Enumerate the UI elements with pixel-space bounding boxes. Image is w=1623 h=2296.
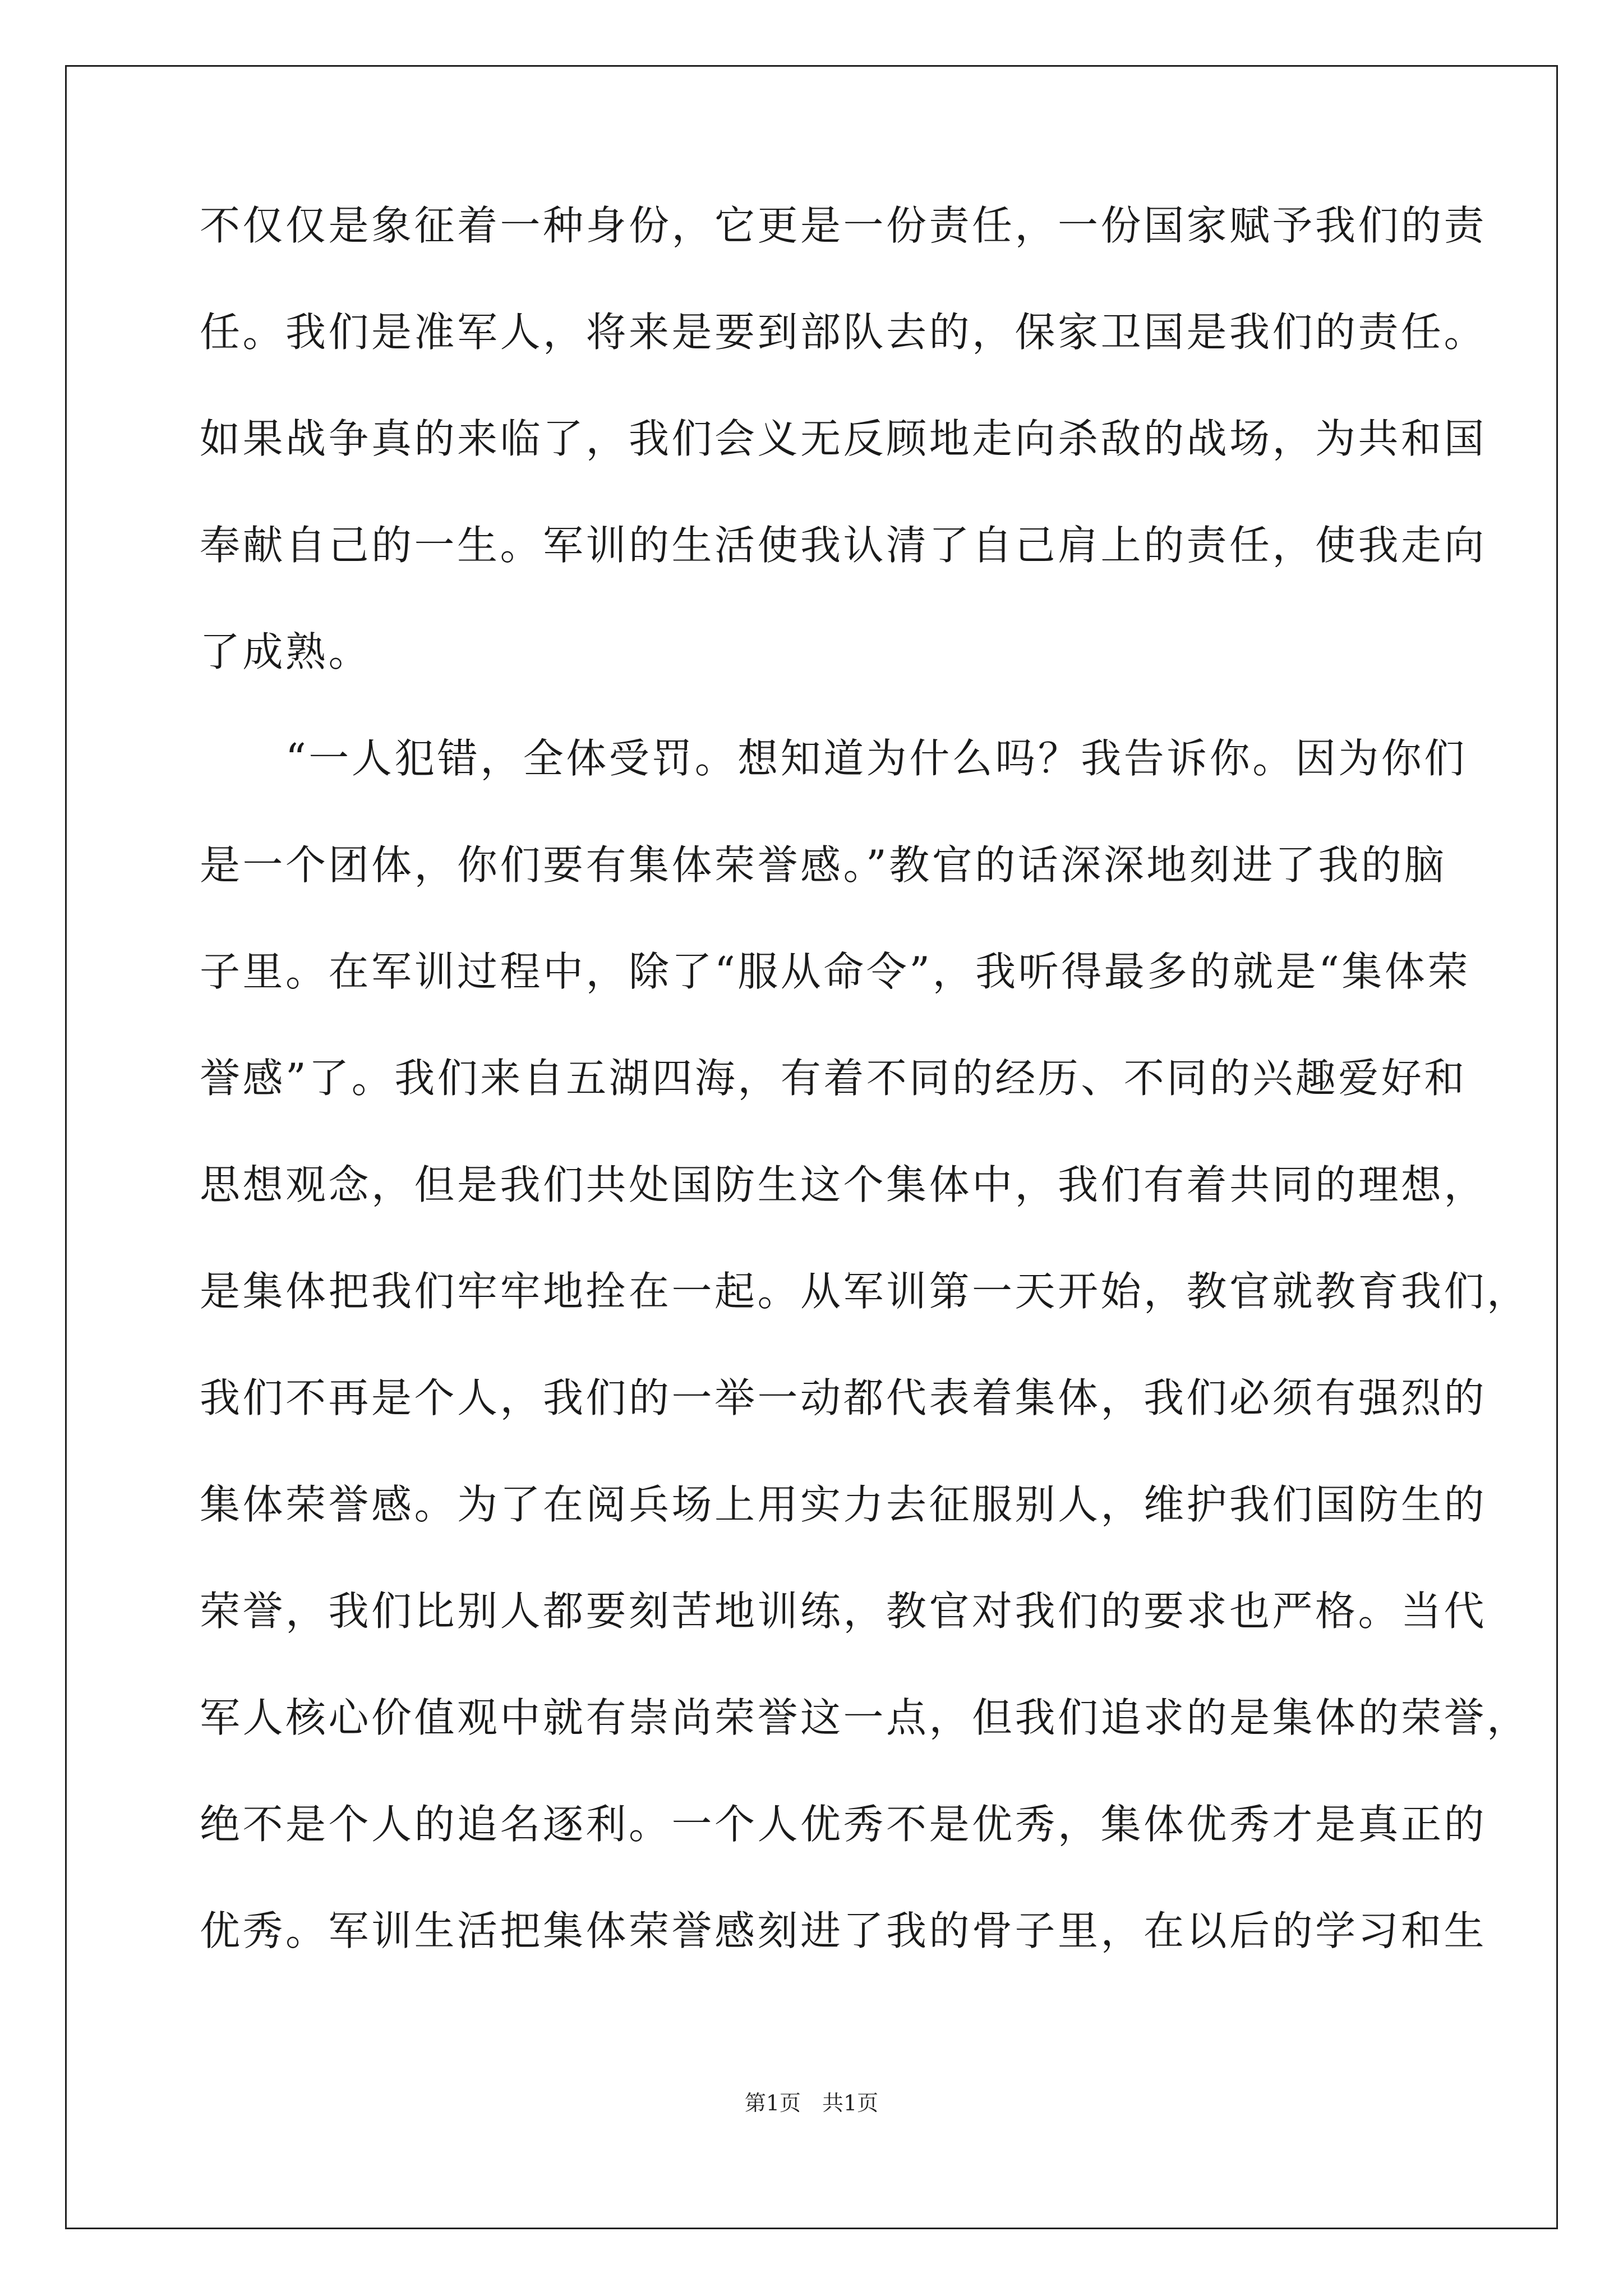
text-line: 了成熟。	[200, 628, 372, 675]
text-line: 集体荣誉感。为了在阅兵场上用实力去征服别人，维护我们国防生的	[200, 1481, 1487, 1528]
text-line: 奉献自己的一生。军训的生活使我认清了自己肩上的责任，使我走向	[200, 522, 1487, 569]
text-line: 誉感”了。我们来自五湖四海，有着不同的经历、不同的兴趣爱好和	[200, 1055, 1467, 1102]
text-line: 优秀。军训生活把集体荣誉感刻进了我的骨子里，在以后的学习和生	[200, 1907, 1487, 1954]
text-line: 我们不再是个人，我们的一举一动都代表着集体，我们必须有强烈的	[200, 1374, 1487, 1421]
text-line: 军人核心价值观中就有崇尚荣誉这一点，但我们追求的是集体的荣誉，	[200, 1694, 1530, 1741]
text-line: 是集体把我们牢牢地拴在一起。从军训第一天开始，教官就教育我们，	[200, 1268, 1530, 1315]
text-line: 如果战争真的来临了，我们会义无反顾地走向杀敌的战场，为共和国	[200, 415, 1487, 462]
text-line: “一人犯错，全体受罚。想知道为什么吗？我告诉你。因为你们	[200, 735, 1467, 782]
text-line: 绝不是个人的追名逐利。一个人优秀不是优秀，集体优秀才是真正的	[200, 1801, 1487, 1848]
text-line: 子里。在军训过程中，除了“服从命令”，我听得最多的就是“集体荣	[200, 948, 1470, 995]
text-line: 是一个团体，你们要有集体荣誉感。”教官的话深深地刻进了我的脑	[200, 841, 1447, 889]
page-number-footer: 第1页 共1页	[744, 2091, 879, 2115]
text-line: 不仅仅是象征着一种身份，它更是一份责任，一份国家赋予我们的责	[200, 202, 1487, 249]
text-line: 荣誉，我们比别人都要刻苦地训练，教官对我们的要求也严格。当代	[200, 1588, 1487, 1635]
text-line: 任。我们是准军人，将来是要到部队去的，保家卫国是我们的责任。	[200, 309, 1487, 356]
text-line: 思想观念，但是我们共处国防生这个集体中，我们有着共同的理想，	[200, 1161, 1487, 1208]
